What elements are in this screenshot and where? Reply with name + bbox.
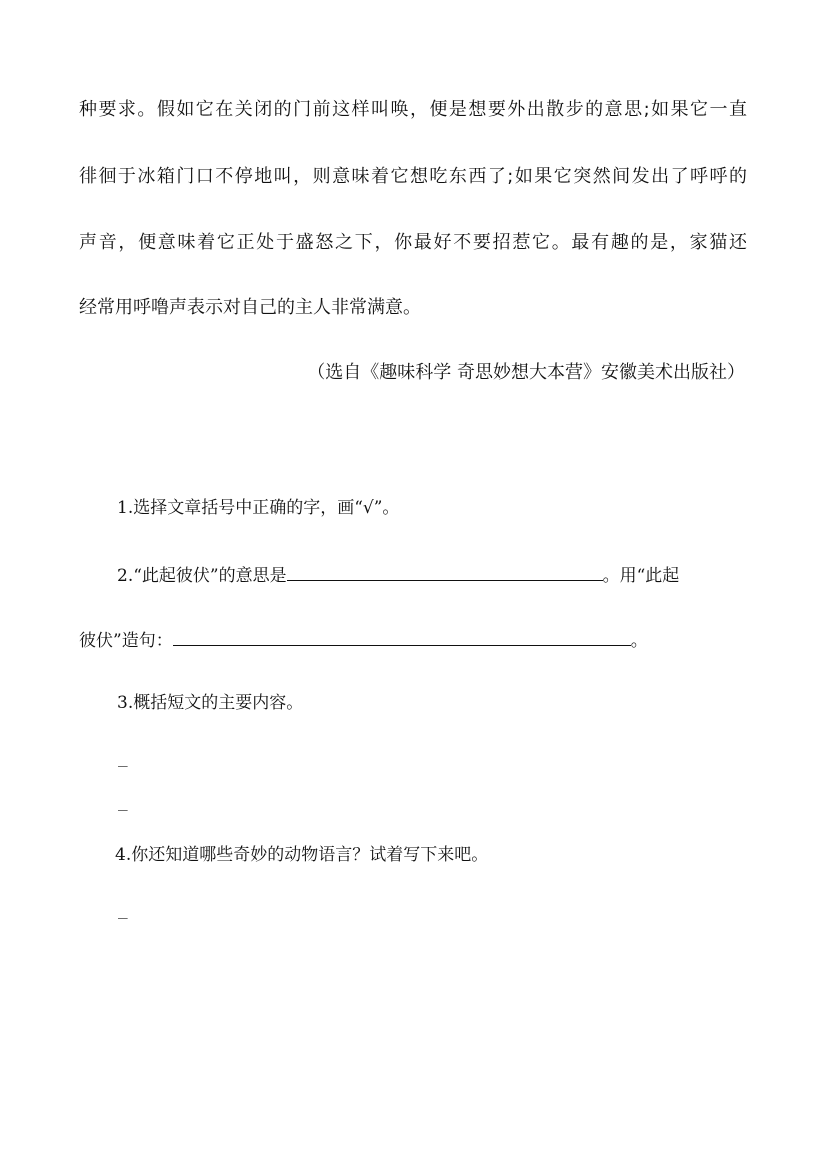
sentence-answer-blank[interactable]	[173, 627, 631, 646]
passage-line-4: 经常用呼噜声表示对自己的主人非常满意。	[79, 297, 421, 318]
question-3: 3.概括短文的主要内容。	[117, 693, 304, 713]
passage-line-3: 声音，便意味着它正处于盛怒之下，你最好不要招惹它。最有趣的是，家猫还	[79, 232, 747, 253]
question-4: 4.你还知道哪些奇妙的动物语言？试着写下来吧。	[115, 845, 489, 865]
passage-line-2: 徘徊于冰箱门口不停地叫，则意味着它想吃东西了;如果它突然间发出了呼呼的	[79, 166, 747, 187]
question-2-line-2-suffix: 。	[630, 631, 648, 651]
passage-line-1: 种要求。假如它在关闭的门前这样叫唤，便是想要外出散步的意思;如果它一直	[79, 99, 747, 120]
meaning-answer-blank[interactable]	[287, 562, 603, 581]
question-3-answer-line-2[interactable]: _	[118, 792, 128, 811]
question-2-line-2-prefix: 彼伏”造句：	[79, 631, 173, 651]
question-2-mid: 。用“此起	[602, 566, 680, 586]
question-4-answer-line-1[interactable]: _	[118, 900, 128, 919]
question-2-prefix: 2.“此起彼伏”的意思是	[117, 566, 287, 586]
passage-source: （选自《趣味科学 奇思妙想大本营》安徽美术出版社）	[307, 362, 745, 383]
question-3-answer-line-1[interactable]: _	[118, 748, 128, 767]
question-1: 1.选择文章括号中正确的字，画“√”。	[117, 498, 400, 518]
question-2-line-2	[79, 627, 648, 653]
question-2	[117, 562, 679, 588]
